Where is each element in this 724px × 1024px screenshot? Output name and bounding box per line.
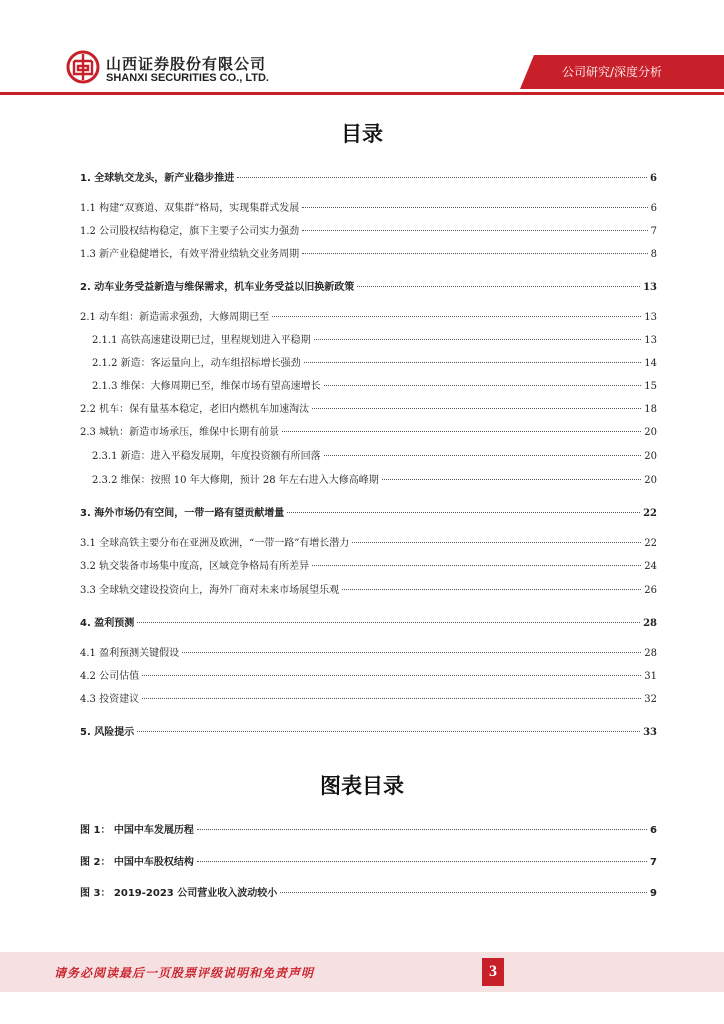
toc-entry[interactable]: 3.1 全球高铁主要分布在亚洲及欧洲，“一带一路”有增长潜力 22 (80, 538, 657, 549)
toc-entry[interactable]: 1.3 新产业稳健增长，有效平滑业绩轨交业务周期 8 (80, 249, 657, 260)
toc-entry[interactable]: 2.3.2 维保：按照 10 年大修期，预计 28 年左右进入大修高峰期 20 (92, 475, 657, 486)
company-name-en: SHANXI SECURITIES CO., LTD. (106, 72, 269, 84)
toc-entry[interactable]: 3. 海外市场仍有空间，一带一路有望贡献增量 22 (80, 508, 657, 519)
disclaimer-notice: 请务必阅读最后一页股票评级说明和免责声明 (54, 966, 315, 980)
figures-title: 图表目录 (320, 774, 404, 798)
toc-entry[interactable]: 3.2 轨交装备市场集中度高，区域竞争格局有所差异 24 (80, 561, 657, 572)
header-divider (0, 92, 724, 95)
figure-entry[interactable]: 图 3： 2019-2023 公司营业收入波动较小 9 (80, 888, 657, 899)
toc-entry[interactable]: 1. 全球轨交龙头，新产业稳步推进 6 (80, 173, 657, 184)
toc-entry[interactable]: 2.3.1 新造：进入平稳发展期，年度投资额有所回落 20 (92, 451, 657, 462)
toc-entry[interactable]: 4.2 公司估值 31 (80, 671, 657, 682)
toc-entry[interactable]: 2.1.1 高铁高速建设期已过，里程规划进入平稳期 13 (92, 335, 657, 346)
toc-title: 目录 (341, 122, 383, 146)
toc-entry[interactable]: 3.3 全球轨交建设投资向上，海外厂商对未来市场展望乐观 26 (80, 585, 657, 596)
report-type-tag: 公司研究/深度分析 (520, 55, 724, 89)
figure-entry[interactable]: 图 1： 中国中车发展历程 6 (80, 825, 657, 836)
toc-entry[interactable]: 5. 风险提示 33 (80, 727, 657, 738)
toc-entry[interactable]: 2.1.3 维保：大修周期已至，维保市场有望高速增长 15 (92, 381, 657, 392)
toc-entry[interactable]: 2.2 机车：保有量基本稳定，老旧内燃机车加速淘汰 18 (80, 404, 657, 415)
company-name-cn: 山西证券股份有限公司 (106, 55, 267, 73)
toc-entry[interactable]: 2.1 动车组：新造需求强劲，大修周期已至 13 (80, 312, 657, 323)
page-number: 3 (482, 958, 504, 986)
page-header (0, 0, 724, 96)
toc-entry[interactable]: 2.1.2 新造：客运量向上，动车组招标增长强劲 14 (92, 358, 657, 369)
company-logo-icon (66, 50, 100, 84)
toc-entry[interactable]: 4.3 投资建议 32 (80, 694, 657, 705)
figure-entry[interactable]: 图 2： 中国中车股权结构 7 (80, 857, 657, 868)
toc-entry[interactable]: 2. 动车业务受益新造与维保需求，机车业务受益以旧换新政策 13 (80, 282, 657, 293)
toc-entry[interactable]: 4.1 盈利预测关键假设 28 (80, 648, 657, 659)
toc-entry[interactable]: 1.1 构建“双赛道、双集群”格局，实现集群式发展 6 (80, 203, 657, 214)
page-footer (0, 952, 724, 992)
toc-entry[interactable]: 2.3 城轨：新造市场承压，维保中长期有前景 20 (80, 427, 657, 438)
toc-entry[interactable]: 1.2 公司股权结构稳定，旗下主要子公司实力强劲 7 (80, 226, 657, 237)
toc-entry[interactable]: 4. 盈利预测 28 (80, 618, 657, 629)
